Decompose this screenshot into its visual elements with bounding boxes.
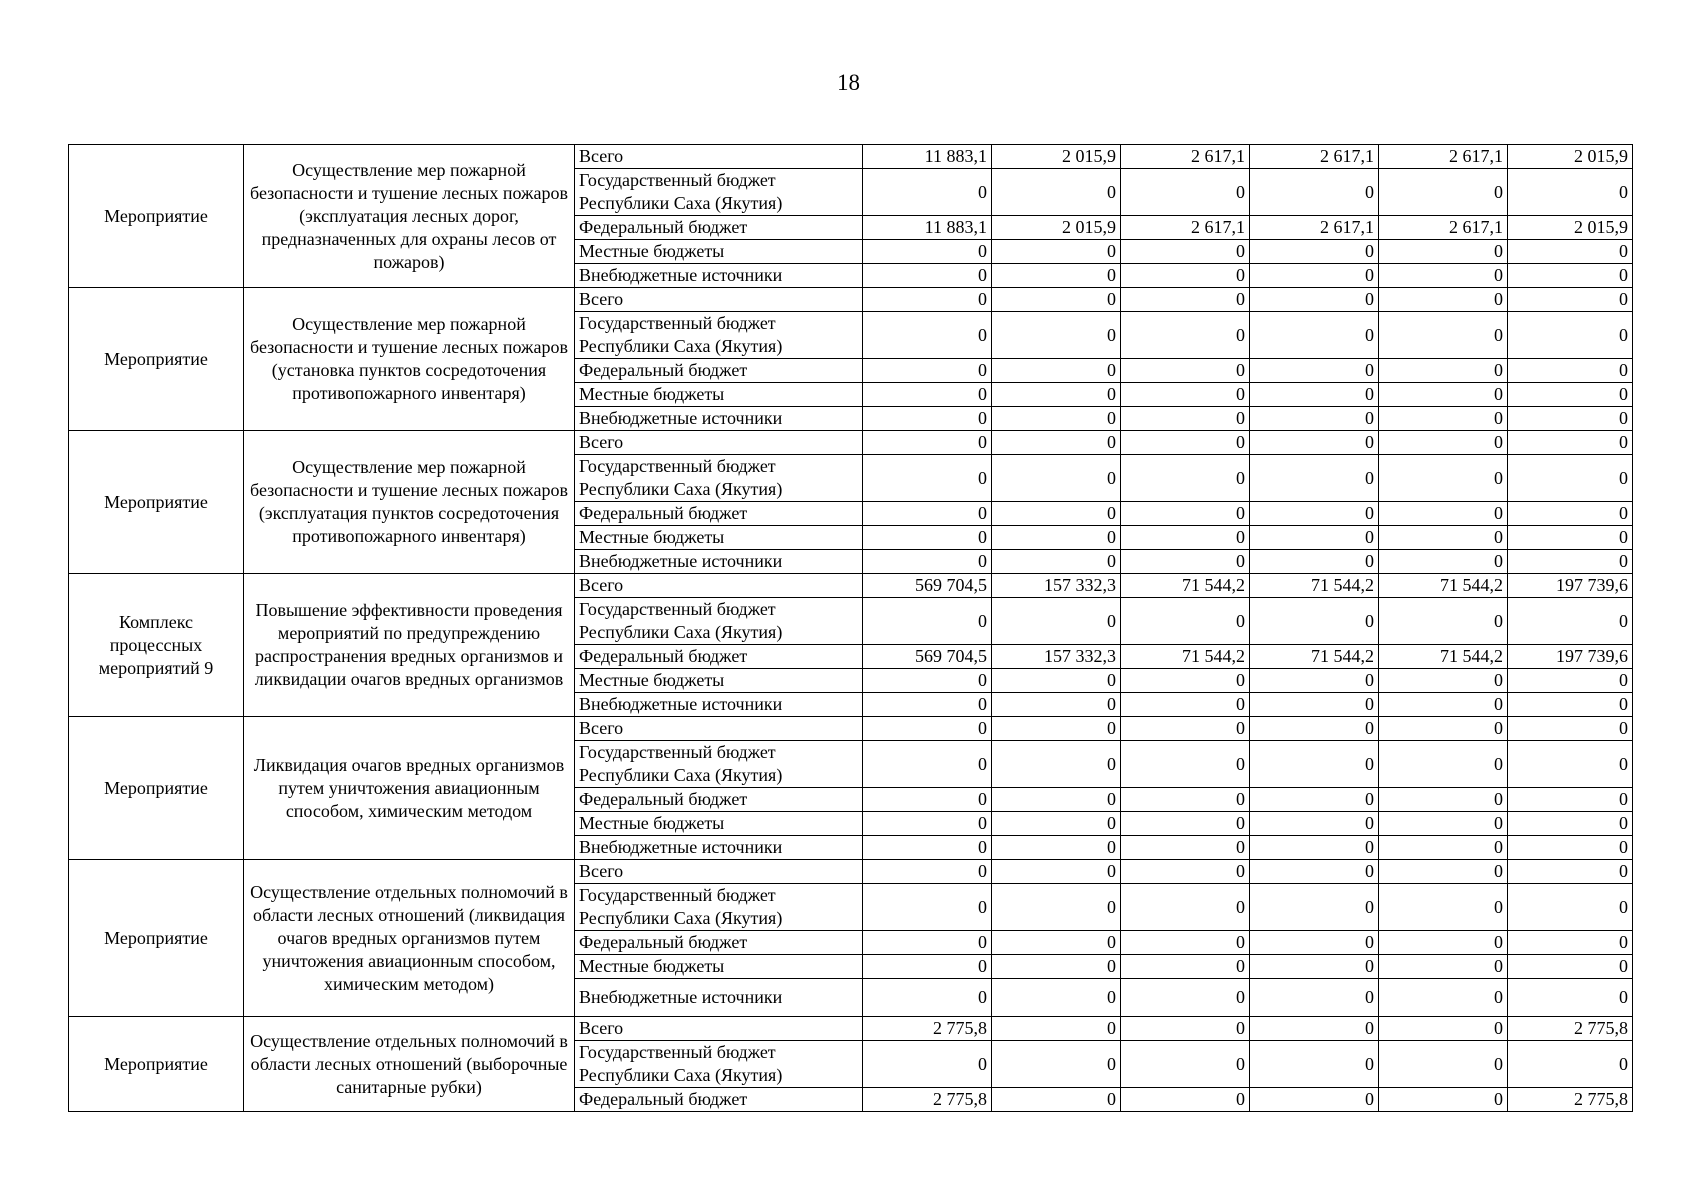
amount-cell: 0 [863,931,992,955]
funding-source-cell: Местные бюджеты [575,240,863,264]
amount-cell: 0 [863,264,992,288]
amount-cell: 0 [1250,812,1379,836]
amount-cell: 0 [863,717,992,741]
amount-cell: 0 [863,693,992,717]
amount-cell: 0 [863,240,992,264]
amount-cell: 0 [863,550,992,574]
funding-source-cell: Федеральный бюджет [575,216,863,240]
amount-cell: 0 [1121,550,1250,574]
amount-cell: 0 [1508,884,1633,931]
amount-cell: 0 [863,741,992,788]
amount-cell: 2 015,9 [992,216,1121,240]
amount-cell: 0 [1379,502,1508,526]
amount-cell: 0 [1508,979,1633,1017]
funding-source-cell: Внебюджетные источники [575,550,863,574]
amount-cell: 0 [1379,717,1508,741]
funding-source-cell: Федеральный бюджет [575,645,863,669]
amount-cell: 0 [1121,836,1250,860]
amount-cell: 11 883,1 [863,145,992,169]
amount-cell: 0 [1250,526,1379,550]
amount-cell: 0 [863,836,992,860]
funding-source-cell: Внебюджетные источники [575,836,863,860]
page-number: 18 [837,70,860,95]
amount-cell: 0 [1379,884,1508,931]
amount-cell: 0 [1121,526,1250,550]
table-row [69,431,1633,455]
amount-cell: 0 [1379,741,1508,788]
amount-cell: 0 [1508,359,1633,383]
amount-cell: 0 [1121,240,1250,264]
amount-cell: 0 [1379,1041,1508,1088]
amount-cell: 0 [863,455,992,502]
funding-source-cell: Государственный бюджет Республики Саха (Якутия) [575,312,863,359]
funding-source-cell: Государственный бюджет Республики Саха (Якутия) [575,741,863,788]
amount-cell: 0 [1250,788,1379,812]
amount-cell: 0 [992,1041,1121,1088]
amount-cell: 0 [992,788,1121,812]
event-description-cell: Осуществление мер пожарной безопасности и тушение лесных пожаров (установка пунктов сосредоточения противопожарного инвентаря) [244,288,575,431]
amount-cell: 0 [863,383,992,407]
amount-cell: 0 [1250,431,1379,455]
amount-cell: 0 [1250,598,1379,645]
amount-cell: 0 [1250,502,1379,526]
amount-cell: 0 [1121,741,1250,788]
funding-source-cell: Государственный бюджет Республики Саха (Якутия) [575,1041,863,1088]
amount-cell: 2 775,8 [1508,1088,1633,1112]
amount-cell: 197 739,6 [1508,574,1633,598]
amount-cell: 157 332,3 [992,645,1121,669]
amount-cell: 0 [1121,860,1250,884]
amount-cell: 0 [1379,312,1508,359]
amount-cell: 0 [1508,955,1633,979]
amount-cell: 0 [1121,264,1250,288]
amount-cell: 0 [1508,788,1633,812]
amount-cell: 71 544,2 [1121,645,1250,669]
amount-cell: 0 [863,884,992,931]
amount-cell: 0 [1379,669,1508,693]
funding-source-cell: Федеральный бюджет [575,788,863,812]
amount-cell: 0 [1121,407,1250,431]
amount-cell: 0 [1508,836,1633,860]
amount-cell: 0 [1379,383,1508,407]
table-row [69,860,1633,884]
event-description-cell: Осуществление отдельных полномочий в области лесных отношений (выборочные санитарные рубки) [244,1017,575,1112]
amount-cell: 0 [992,502,1121,526]
table-row [69,1017,1633,1041]
amount-cell: 0 [1121,359,1250,383]
amount-cell: 0 [1508,598,1633,645]
amount-cell: 0 [1250,240,1379,264]
funding-source-cell: Всего [575,431,863,455]
amount-cell: 0 [992,693,1121,717]
amount-cell: 0 [863,860,992,884]
amount-cell: 0 [1250,264,1379,288]
funding-source-cell: Всего [575,1017,863,1041]
amount-cell: 0 [1121,693,1250,717]
funding-source-cell: Государственный бюджет Республики Саха (Якутия) [575,884,863,931]
funding-source-cell: Внебюджетные источники [575,264,863,288]
amount-cell: 2 775,8 [863,1017,992,1041]
amount-cell: 0 [863,312,992,359]
amount-cell: 0 [863,502,992,526]
amount-cell: 0 [1508,741,1633,788]
amount-cell: 0 [1250,1088,1379,1112]
funding-source-cell: Федеральный бюджет [575,359,863,383]
funding-source-cell: Местные бюджеты [575,526,863,550]
event-description-cell: Осуществление мер пожарной безопасности и тушение лесных пожаров (эксплуатация лесных дорог, предназначенных для охраны лесов от пожаров) [244,145,575,288]
amount-cell: 0 [863,431,992,455]
amount-cell: 0 [1508,526,1633,550]
amount-cell: 0 [1121,383,1250,407]
amount-cell: 0 [992,836,1121,860]
amount-cell: 0 [863,1041,992,1088]
amount-cell: 0 [992,979,1121,1017]
amount-cell: 0 [1379,598,1508,645]
event-description-cell: Осуществление отдельных полномочий в области лесных отношений (ликвидация очагов вредных организмов путем уничтожения авиационным способом, химическим методом) [244,860,575,1017]
amount-cell: 0 [1508,669,1633,693]
amount-cell: 0 [992,1017,1121,1041]
amount-cell: 0 [1121,1088,1250,1112]
amount-cell: 2 015,9 [1508,216,1633,240]
table-row [69,574,1633,598]
amount-cell: 71 544,2 [1250,645,1379,669]
amount-cell: 0 [1508,717,1633,741]
funding-source-cell: Федеральный бюджет [575,1088,863,1112]
event-type-cell: Мероприятие [69,288,244,431]
amount-cell: 0 [1508,431,1633,455]
amount-cell: 0 [863,407,992,431]
funding-source-cell: Местные бюджеты [575,669,863,693]
amount-cell: 0 [1379,955,1508,979]
amount-cell: 2 015,9 [992,145,1121,169]
amount-cell: 0 [1250,860,1379,884]
funding-source-cell: Всего [575,145,863,169]
funding-source-cell: Федеральный бюджет [575,931,863,955]
event-description-cell: Ликвидация очагов вредных организмов путем уничтожения авиационным способом, химическим методом [244,717,575,860]
amount-cell: 0 [1250,669,1379,693]
amount-cell: 0 [1508,169,1633,216]
amount-cell: 0 [863,169,992,216]
amount-cell: 2 617,1 [1121,216,1250,240]
amount-cell: 0 [863,979,992,1017]
amount-cell: 71 544,2 [1250,574,1379,598]
amount-cell: 0 [863,598,992,645]
amount-cell: 0 [863,526,992,550]
funding-source-cell: Федеральный бюджет [575,502,863,526]
amount-cell: 0 [992,1088,1121,1112]
amount-cell: 0 [1250,717,1379,741]
event-type-cell: Мероприятие [69,860,244,1017]
amount-cell: 0 [992,598,1121,645]
amount-cell: 0 [1379,526,1508,550]
amount-cell: 0 [992,550,1121,574]
amount-cell: 0 [992,717,1121,741]
event-type-cell: Мероприятие [69,145,244,288]
amount-cell: 2 617,1 [1121,145,1250,169]
funding-source-cell: Всего [575,288,863,312]
funding-source-cell: Всего [575,717,863,741]
amount-cell: 2 617,1 [1379,216,1508,240]
amount-cell: 0 [1121,1017,1250,1041]
amount-cell: 0 [1121,502,1250,526]
amount-cell: 0 [1250,288,1379,312]
amount-cell: 0 [1121,312,1250,359]
funding-source-cell: Всего [575,574,863,598]
table-row [69,288,1633,312]
amount-cell: 0 [1250,1041,1379,1088]
amount-cell: 0 [1250,931,1379,955]
amount-cell: 0 [1121,955,1250,979]
amount-cell: 0 [992,407,1121,431]
amount-cell: 0 [1379,288,1508,312]
amount-cell: 0 [1379,693,1508,717]
amount-cell: 0 [1379,860,1508,884]
amount-cell: 0 [1379,550,1508,574]
amount-cell: 0 [1379,1017,1508,1041]
amount-cell: 2 617,1 [1379,145,1508,169]
amount-cell: 569 704,5 [863,645,992,669]
table-row [69,717,1633,741]
amount-cell: 11 883,1 [863,216,992,240]
amount-cell: 0 [1379,812,1508,836]
amount-cell: 0 [1379,836,1508,860]
amount-cell: 0 [1379,359,1508,383]
amount-cell: 0 [1121,1041,1250,1088]
funding-source-cell: Внебюджетные источники [575,407,863,431]
funding-source-cell: Местные бюджеты [575,955,863,979]
amount-cell: 0 [1250,741,1379,788]
amount-cell: 0 [1508,455,1633,502]
amount-cell: 2 775,8 [863,1088,992,1112]
amount-cell: 0 [992,383,1121,407]
amount-cell: 0 [992,288,1121,312]
amount-cell: 0 [1121,884,1250,931]
amount-cell: 0 [1121,455,1250,502]
amount-cell: 0 [863,788,992,812]
funding-source-cell: Местные бюджеты [575,383,863,407]
amount-cell: 0 [1508,312,1633,359]
funding-source-cell: Всего [575,860,863,884]
amount-cell: 0 [1121,288,1250,312]
amount-cell: 2 015,9 [1508,145,1633,169]
amount-cell: 0 [992,455,1121,502]
amount-cell: 157 332,3 [992,574,1121,598]
amount-cell: 0 [992,431,1121,455]
amount-cell: 0 [992,669,1121,693]
amount-cell: 0 [992,741,1121,788]
amount-cell: 0 [992,312,1121,359]
amount-cell: 0 [992,860,1121,884]
amount-cell: 0 [863,955,992,979]
amount-cell: 0 [1508,383,1633,407]
amount-cell: 2 617,1 [1250,216,1379,240]
amount-cell: 0 [1121,931,1250,955]
amount-cell: 0 [863,288,992,312]
amount-cell: 0 [1250,1017,1379,1041]
amount-cell: 0 [992,812,1121,836]
amount-cell: 0 [1508,812,1633,836]
amount-cell: 0 [992,169,1121,216]
amount-cell: 71 544,2 [1121,574,1250,598]
amount-cell: 0 [1121,812,1250,836]
amount-cell: 0 [1379,240,1508,264]
amount-cell: 0 [1121,431,1250,455]
event-description-cell: Осуществление мер пожарной безопасности и тушение лесных пожаров (эксплуатация пунктов сосредоточения противопожарного инвентаря) [244,431,575,574]
amount-cell: 0 [992,931,1121,955]
amount-cell: 0 [1379,788,1508,812]
amount-cell: 0 [1250,836,1379,860]
amount-cell: 0 [1250,169,1379,216]
amount-cell: 0 [1121,169,1250,216]
amount-cell: 0 [1250,312,1379,359]
amount-cell: 2 775,8 [1508,1017,1633,1041]
amount-cell: 0 [1379,455,1508,502]
event-type-cell: Мероприятие [69,717,244,860]
table-body [69,145,1633,1112]
amount-cell: 0 [1250,407,1379,431]
budget-table [68,144,1633,1112]
event-type-cell: Мероприятие [69,1017,244,1112]
amount-cell: 0 [1379,169,1508,216]
amount-cell: 0 [1379,979,1508,1017]
amount-cell: 0 [1379,431,1508,455]
amount-cell: 0 [863,359,992,383]
amount-cell: 71 544,2 [1379,574,1508,598]
amount-cell: 0 [1508,407,1633,431]
amount-cell: 0 [1250,550,1379,574]
amount-cell: 0 [1379,264,1508,288]
amount-cell: 0 [1250,359,1379,383]
funding-source-cell: Внебюджетные источники [575,979,863,1017]
amount-cell: 0 [992,359,1121,383]
amount-cell: 0 [1250,383,1379,407]
amount-cell: 0 [992,526,1121,550]
amount-cell: 0 [1508,931,1633,955]
event-type-cell: Мероприятие [69,431,244,574]
table-row [69,145,1633,169]
amount-cell: 0 [1250,693,1379,717]
amount-cell: 0 [863,812,992,836]
amount-cell: 0 [1121,669,1250,693]
amount-cell: 0 [1508,240,1633,264]
event-type-cell: Комплекс процессных мероприятий 9 [69,574,244,717]
amount-cell: 0 [1508,1041,1633,1088]
funding-source-cell: Внебюджетные источники [575,693,863,717]
funding-source-cell: Государственный бюджет Республики Саха (Якутия) [575,455,863,502]
amount-cell: 569 704,5 [863,574,992,598]
event-description-cell: Повышение эффективности проведения мероприятий по предупреждению распространения вредных организмов и ликвидации очагов вредных организмов [244,574,575,717]
amount-cell: 0 [1379,931,1508,955]
amount-cell: 0 [1121,979,1250,1017]
amount-cell: 0 [1508,288,1633,312]
amount-cell: 0 [1508,550,1633,574]
funding-source-cell: Государственный бюджет Республики Саха (Якутия) [575,598,863,645]
amount-cell: 0 [992,884,1121,931]
amount-cell: 71 544,2 [1379,645,1508,669]
amount-cell: 0 [1250,884,1379,931]
amount-cell: 0 [1250,955,1379,979]
amount-cell: 0 [1379,407,1508,431]
amount-cell: 0 [863,669,992,693]
amount-cell: 0 [1121,717,1250,741]
amount-cell: 0 [1250,455,1379,502]
amount-cell: 0 [1508,264,1633,288]
amount-cell: 0 [1508,502,1633,526]
amount-cell: 0 [1121,598,1250,645]
amount-cell: 0 [1508,860,1633,884]
amount-cell: 0 [1121,788,1250,812]
funding-source-cell: Государственный бюджет Республики Саха (Якутия) [575,169,863,216]
amount-cell: 0 [992,955,1121,979]
amount-cell: 0 [1508,693,1633,717]
amount-cell: 0 [992,264,1121,288]
funding-source-cell: Местные бюджеты [575,812,863,836]
amount-cell: 0 [1250,979,1379,1017]
amount-cell: 0 [992,240,1121,264]
amount-cell: 197 739,6 [1508,645,1633,669]
amount-cell: 2 617,1 [1250,145,1379,169]
amount-cell: 0 [1379,1088,1508,1112]
